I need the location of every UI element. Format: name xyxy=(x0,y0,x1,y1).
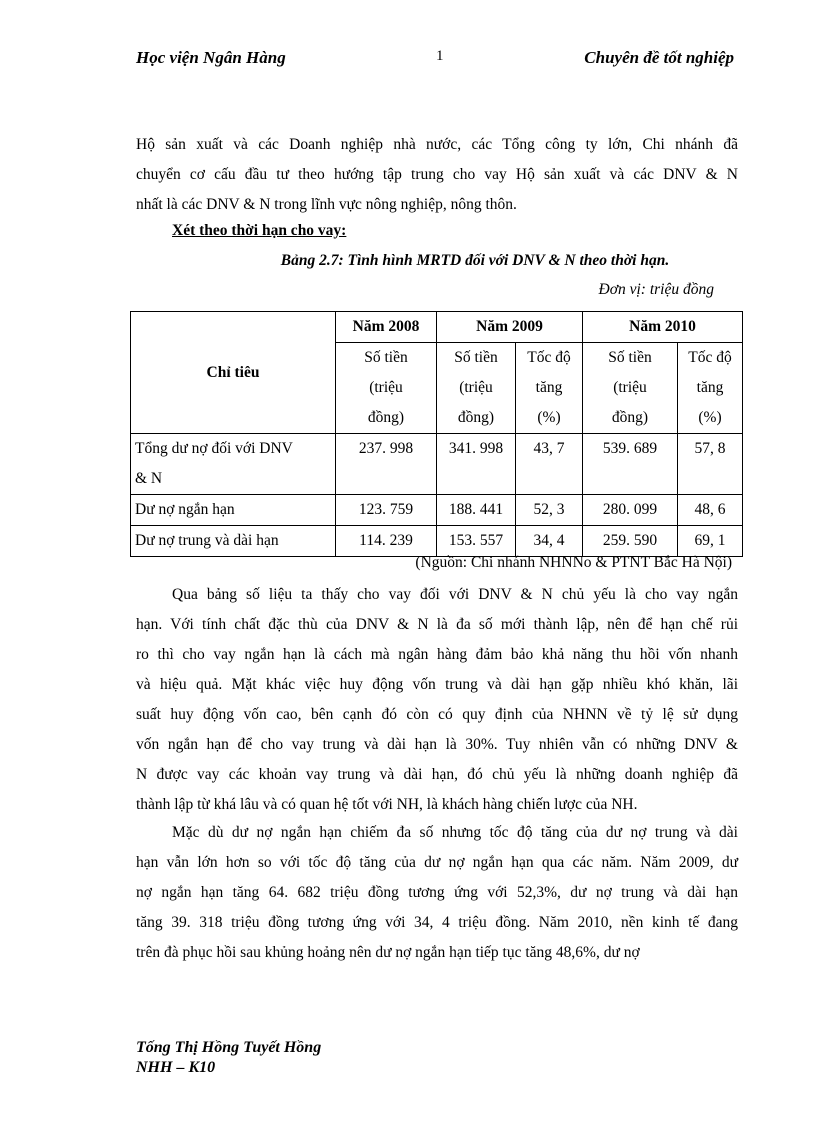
analysis-paragraph-2 xyxy=(136,818,738,968)
amount-header: Số tiền (triệu đồng) xyxy=(336,343,437,434)
text-line: nợ ngắn hạn tăng 64. 682 triệu đồng tương ứng với 52,3%, dư nợ trung và dài hạn xyxy=(136,884,738,901)
cell-value: 114. 239 xyxy=(336,526,437,557)
cell-value: 69, 1 xyxy=(678,526,743,557)
page-number: 1 xyxy=(436,48,444,64)
author-class: NHH – K10 xyxy=(136,1059,216,1076)
text-line: N được vay các khoản vay trung và dài hạn, đó chủ yếu là những doanh nghiệp đã xyxy=(136,766,738,783)
intro-paragraph xyxy=(136,130,738,220)
cell-value: 34, 4 xyxy=(516,526,583,557)
row-label: Dư nợ trung và dài hạn xyxy=(131,526,336,557)
cell-value: 188. 441 xyxy=(437,495,516,526)
page-footer xyxy=(136,1038,321,1078)
table-row xyxy=(131,434,743,495)
text-line: thành lập từ khá lâu và có quan hệ tốt với NH, là khách hàng chiến lược của NH. xyxy=(136,796,638,813)
text-line: suất huy động vốn cao, bên cạnh đó còn có quy định của NHNN về tỷ lệ sử dụng xyxy=(136,706,738,723)
text-line: tăng 39. 318 triệu đồng tương ứng với 34, 4 triệu đồng. Năm 2010, nền kinh tế đang xyxy=(136,914,738,931)
text-line: ro thì cho vay ngắn hạn là cách mà ngân hàng đảm bảo khả năng thu hồi vốn nhanh xyxy=(136,646,738,663)
author-name: Tống Thị Hồng Tuyết Hồng xyxy=(136,1039,322,1056)
row-label: Dư nợ ngắn hạn xyxy=(131,495,336,526)
table-caption: Bảng 2.7: Tình hình MRTD đối với DNV & N theo thời hạn. xyxy=(280,252,670,269)
page-header xyxy=(136,48,736,74)
cell-value: 52, 3 xyxy=(516,495,583,526)
text-line: hạn. Với tính chất đặc thù của DNV & N là đa số mới thành lập, nên để hạn chế rủi xyxy=(136,616,738,633)
growth-header: Tốc độ tăng (%) xyxy=(516,343,583,434)
institution-name: Học viện Ngân Hàng xyxy=(136,48,286,67)
table-header-row xyxy=(131,312,743,343)
text-line: Mặc dù dư nợ ngắn hạn chiếm đa số nhưng tốc độ tăng của dư nợ trung và dài xyxy=(172,824,738,841)
analysis-paragraph-1 xyxy=(136,580,738,820)
text-line: trên đà phục hồi sau khủng hoảng nên dư nợ ngắn hạn tiếp tục tăng 48,6%, dư nợ xyxy=(136,944,640,961)
text-line: chuyển cơ cấu đầu tư theo hướng tập trung cho vay Hộ sản xuất và các DNV & N xyxy=(136,166,738,183)
text-line: và hiệu quả. Mặt khác việc huy động vốn trung và dài hạn gặp nhiều khó khăn, lãi xyxy=(136,676,738,693)
amount-header: Số tiền (triệu đồng) xyxy=(583,343,678,434)
cell-value: 539. 689 xyxy=(583,434,678,495)
loan-term-table xyxy=(130,311,743,557)
cell-value: 341. 998 xyxy=(437,434,516,495)
table-row xyxy=(131,526,743,557)
text-line: Hộ sản xuất và các Doanh nghiệp nhà nước, các Tổng công ty lớn, Chi nhánh đã xyxy=(136,136,738,153)
year-header-2009: Năm 2009 xyxy=(437,312,583,343)
row-label: Tổng dư nợ đối với DNV & N xyxy=(131,434,336,495)
cell-value: 123. 759 xyxy=(336,495,437,526)
text-line: hạn vẫn lớn hơn so với tốc độ tăng của dư nợ ngắn hạn qua các năm. Năm 2009, dư xyxy=(136,854,738,871)
text-line: Qua bảng số liệu ta thấy cho vay đối với DNV & N chủ yếu là cho vay ngắn xyxy=(172,586,738,603)
year-header-2010: Năm 2010 xyxy=(583,312,743,343)
source-note: (Nguồn: Chi nhánh NHNNo & PTNT Bắc Hà Nội) xyxy=(415,554,732,571)
unit-note: Đơn vị: triệu đồng xyxy=(598,281,714,298)
col-header-indicator: Chỉ tiêu xyxy=(131,312,336,434)
table-row xyxy=(131,495,743,526)
cell-value: 153. 557 xyxy=(437,526,516,557)
cell-value: 57, 8 xyxy=(678,434,743,495)
cell-value: 237. 998 xyxy=(336,434,437,495)
document-type: Chuyên đề tốt nghiệp xyxy=(584,48,734,67)
text-line: nhất là các DNV & N trong lĩnh vực nông nghiệp, nông thôn. xyxy=(136,196,517,213)
cell-value: 48, 6 xyxy=(678,495,743,526)
cell-value: 280. 099 xyxy=(583,495,678,526)
amount-header: Số tiền (triệu đồng) xyxy=(437,343,516,434)
year-header-2008: Năm 2008 xyxy=(336,312,437,343)
cell-value: 43, 7 xyxy=(516,434,583,495)
growth-header: Tốc độ tăng (%) xyxy=(678,343,743,434)
text-line: vốn ngắn hạn để cho vay trung và dài hạn là 30%. Tuy nhiên vẫn có những DNV & xyxy=(136,736,738,753)
section-heading: Xét theo thời hạn cho vay: xyxy=(172,222,347,239)
cell-value: 259. 590 xyxy=(583,526,678,557)
